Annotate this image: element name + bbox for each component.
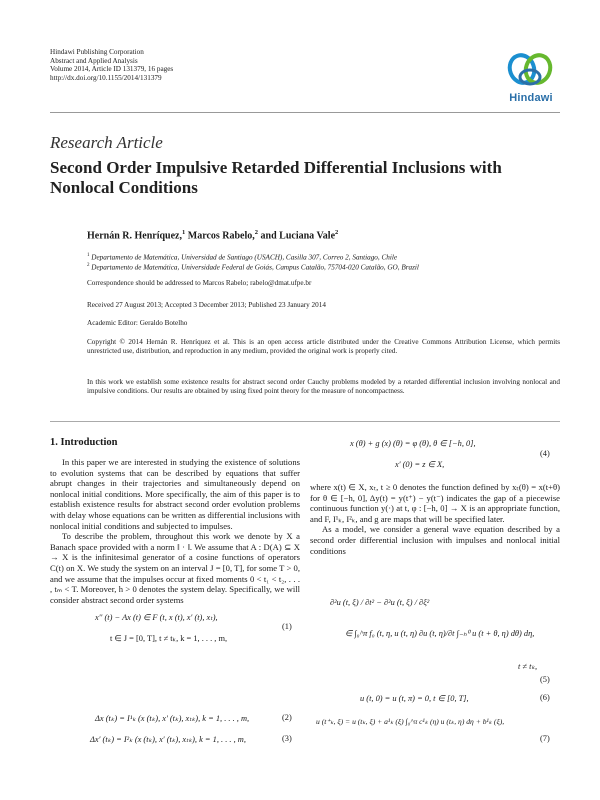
equation-number: (1) [282, 622, 292, 631]
equation-number: (5) [540, 675, 550, 684]
journal-name: Abstract and Applied Analysis [50, 56, 138, 65]
author-affil-mark: 1 [182, 229, 186, 236]
equation-5c: t ≠ tₖ, [518, 662, 538, 671]
affil-mark: 1 [87, 253, 90, 258]
paragraph: To describe the problem, throughout this work we denote by X a Banach space provided with a norm ‖ · ‖. We assume that A : D(A) ⊆ X → X is the infinitesimal generator of a cosine functions of operators C(t) on X. We study the system on an interval J = [0, T], for some T > 0, and we assume that the impulses occur at fixed moments 0 < t₁ < t₂, . . . , tₘ < T. Moreover, h > 0 denotes the system delay. Specifically, we will consider abstract second order systems [50, 531, 300, 605]
equation-1a: x′′ (t) − Ax (t) ∈ F (t, x (t), x′ (t), xₜ), [95, 613, 218, 622]
equation-3: Δx′ (tₖ) = I²ₖ (x (tₖ), x′ (tₖ), xₜₖ), k = 1, . . . , m, [90, 735, 246, 744]
equation-5a: ∂²u (t, ξ) / ∂t² − ∂²u (t, ξ) / ∂ξ² [330, 598, 430, 607]
author-name: and Luciana Vale [258, 230, 336, 242]
publisher-name: Hindawi Publishing Corporation [50, 48, 144, 56]
article-title: Second Order Impulsive Retarded Differential Inclusions with Nonlocal Conditions [50, 158, 502, 197]
equation-4b: x′ (0) = z ∈ X, [395, 460, 445, 469]
correspondence: Correspondence should be addressed to Marcos Rabelo; rabelo@dmat.ufpe.br [87, 279, 312, 287]
header-divider [50, 112, 560, 113]
hindawi-logo-text: Hindawi [509, 92, 553, 104]
equation-number: (3) [282, 734, 292, 743]
academic-editor: Academic Editor: Geraldo Botelho [87, 319, 188, 327]
equation-number: (7) [540, 734, 550, 743]
dates: Received 27 August 2013; Accepted 3 December 2013; Published 23 January 2014 [87, 301, 326, 309]
article-type: Research Article [50, 133, 163, 152]
doi-link[interactable]: http://dx.doi.org/10.1155/2014/131379 [50, 73, 162, 82]
affil-text: Departamento de Matemática, Universidade Federal de Goiás, Campus Catalão, 75704-020 Catalão, GO, Brazil [91, 263, 419, 272]
author-affil-mark: 2 [254, 229, 259, 236]
volume-info: Volume 2014, Article ID 131379, 16 pages [50, 65, 174, 74]
equation-4a: x (θ) + g (x) (θ) = φ (θ), θ ∈ [−h, 0], [350, 439, 476, 448]
equation-2: Δx (tₖ) = I¹ₖ (x (tₖ), x′ (tₖ), xₜₖ), k = 1, . . . , m, [95, 714, 250, 723]
affiliation-2 [87, 261, 419, 272]
equation-number: (6) [540, 693, 550, 702]
author-name: Hernán R. Henríquez, [87, 230, 182, 242]
section-heading: 1. Introduction [50, 437, 118, 448]
left-column [50, 457, 300, 605]
equation-7: u (t⁺ₖ, ξ) = u (tₖ, ξ) + a¹ₖ (ξ) ∫₀^π c¹ₖ (η) u (tₖ, η) dη + b¹ₖ (ξ), [316, 717, 505, 726]
author-list [87, 229, 338, 241]
equation-number: (2) [282, 713, 292, 722]
right-column [310, 482, 560, 556]
author-affil-mark: 2 [335, 229, 339, 236]
affil-text: Departamento de Matemática, Universidad de Santiago (USACH), Casilla 307, Correo 2, Santiago, Chile [91, 253, 398, 262]
affil-mark: 2 [87, 263, 90, 268]
copyright-notice: Copyright © 2014 Hernán R. Henríquez et al. This is an open access article distributed under the Creative Commons Attribution License, which permits unrestricted use, distribution, and reproduction in any medium, provided the original work is properly cited. [87, 338, 560, 356]
equation-6: u (t, 0) = u (t, π) = 0, t ∈ [0, T], [360, 694, 469, 703]
equation-5b: ∈ ∫₀^π f₀ (t, η, u (t, η) ∂u (t, η)/∂t ∫₋ₕ⁰ u (t + θ, η) dθ) dη, [345, 629, 535, 638]
equation-number: (4) [540, 449, 550, 458]
author-name: Marcos Rabelo, [185, 230, 255, 242]
paragraph: As a model, we consider a general wave equation described by a second order differential inclusion with impulses and nonlocal initial conditions [310, 524, 560, 556]
section-divider [50, 421, 560, 422]
paragraph: where x(t) ∈ X, xₜ, t ≥ 0 denotes the function defined by xₜ(θ) = x(t+θ) for θ ∈ [−h, 0], Δy(t) = y(t⁺) − y(t⁻) indicates the gap of a piecewise continuous function y(·) at t, φ : [−h, 0] → X is an appropriate function, and F, I¹ₖ, I²ₖ, and g are maps that will be specified later. [310, 482, 560, 524]
abstract: In this work we establish some existence results for abstract second order Cauchy problems modeled by a retarded differential inclusion involving nonlocal and impulsive conditions. Our results are obtained by using fixed point theory for the measure of noncompactness. [87, 378, 560, 396]
equation-1b: t ∈ J = [0, T], t ≠ tₖ, k = 1, . . . , m, [110, 634, 228, 643]
paragraph: In this paper we are interested in studying the existence of solutions to evolution systems that can be described by equations that suffer abrupt changes in their trajectories and simultaneously depend on nonlocal initial conditions. More specifically, the aim of this paper is to establish existence results for abstract second order evolution problems with delay whose equations can be written as differential inclusions with nonlocal initial conditions and subjected to impulses. [50, 457, 300, 531]
journal-header [50, 48, 173, 82]
